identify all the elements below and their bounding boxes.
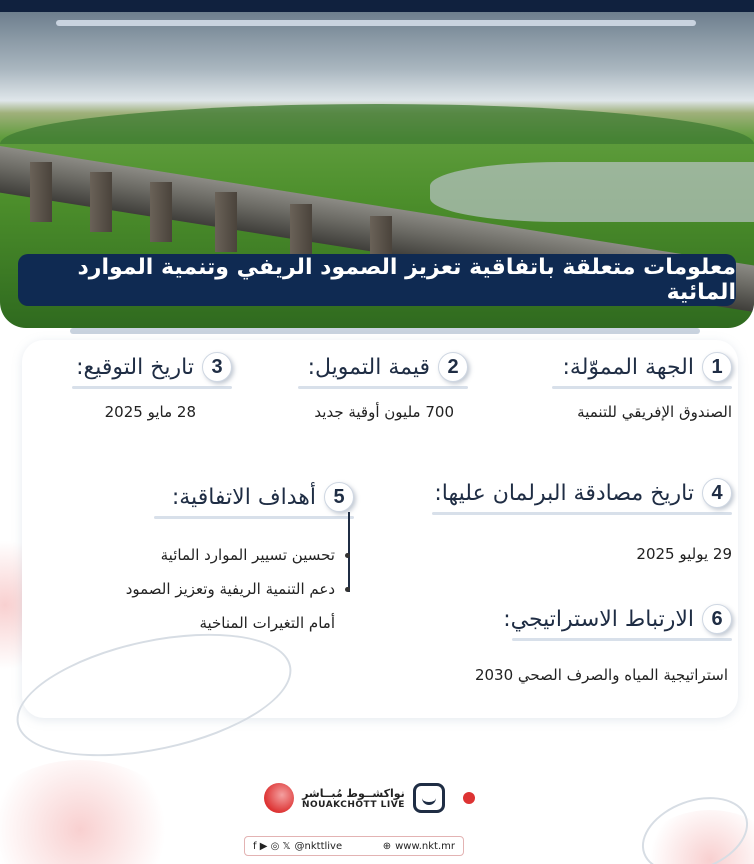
hill-shape [0, 104, 754, 144]
logo-text [302, 787, 405, 810]
section-value: 700 مليون أوقية جديد [314, 403, 454, 421]
decorative-bar [70, 328, 700, 334]
social-handle[interactable]: @nkttlive [294, 840, 343, 852]
social-icons[interactable]: f ▶ ◎ 𝕏 [253, 840, 291, 852]
heading-underline [154, 516, 354, 519]
logo-mark-icon [264, 783, 294, 813]
section-funding-amount [268, 352, 468, 421]
heading-underline [298, 386, 468, 389]
number-badge: 3 [202, 352, 232, 382]
number-badge: 6 [702, 604, 732, 634]
goal-text: تحسين تسيير الموارد المائية [160, 545, 335, 564]
section-heading [532, 352, 732, 382]
brand-logo [264, 780, 475, 816]
section-value: استراتيجية المياه والصرف الصحي 2030 [474, 666, 728, 684]
goals-list [126, 538, 350, 640]
pillar-shape [90, 172, 112, 232]
section-heading [268, 352, 468, 382]
page-title: معلومات متعلقة باتفاقية تعزيز الصمود الريفي وتنمية الموارد المائية [18, 254, 736, 306]
section-value: 29 يوليو 2025 [636, 545, 732, 563]
heading-underline [512, 638, 732, 641]
decorative-blob [0, 760, 180, 864]
website-link[interactable] [383, 841, 455, 852]
section-value: 28 مايو 2025 [104, 403, 196, 421]
pillar-shape [150, 182, 172, 242]
number-badge: 1 [702, 352, 732, 382]
bullet-icon [345, 553, 350, 558]
section-strategic-value [408, 666, 728, 684]
heading-underline [432, 512, 732, 515]
pillar-shape [215, 192, 237, 252]
logo-english: NOUAKCHOTT LIVE [302, 799, 405, 810]
water-shape [430, 162, 754, 222]
website-text[interactable]: www.nkt.mr [395, 840, 455, 852]
number-badge: 4 [702, 478, 732, 508]
section-heading [492, 604, 732, 634]
heading-text: الجهة المموّلة: [562, 354, 694, 380]
goal-text: دعم التنمية الريفية وتعزيز الصمود [125, 579, 335, 598]
heading-text: أهداف الاتفاقية: [171, 484, 316, 510]
list-item [126, 572, 350, 606]
section-heading [42, 352, 232, 382]
social-links[interactable] [253, 841, 342, 852]
globe-icon: ⊕ [382, 840, 392, 852]
section-strategic-link [492, 604, 732, 641]
section-funder [532, 352, 732, 421]
section-parliament-date [412, 478, 732, 563]
goal-text: أمام التغيرات المناخية [199, 613, 335, 632]
heading-text: الارتباط الاستراتيجي: [503, 606, 694, 632]
number-badge: 5 [324, 482, 354, 512]
heading-text: تاريخ التوقيع: [76, 354, 194, 380]
heading-underline [552, 386, 732, 389]
section-heading [412, 478, 732, 508]
heading-text: قيمة التمويل: [307, 354, 430, 380]
pillar-shape [30, 162, 52, 222]
heading-text: تاريخ مصادقة البرلمان عليها: [434, 480, 694, 506]
section-goals [134, 482, 354, 519]
heading-underline [72, 386, 232, 389]
section-heading [134, 482, 354, 512]
tv-icon [413, 783, 445, 813]
section-signing-date [42, 352, 232, 421]
bullet-icon [345, 587, 350, 592]
logo-arabic: نواكشــوط مُبــاشر [302, 786, 405, 800]
list-item [126, 606, 350, 640]
decorative-bar [56, 20, 696, 26]
red-dot-icon [463, 792, 475, 804]
list-item [126, 538, 350, 572]
footer-bar [244, 836, 464, 856]
number-badge: 2 [438, 352, 468, 382]
section-value: الصندوق الإفريقي للتنمية [577, 403, 732, 421]
